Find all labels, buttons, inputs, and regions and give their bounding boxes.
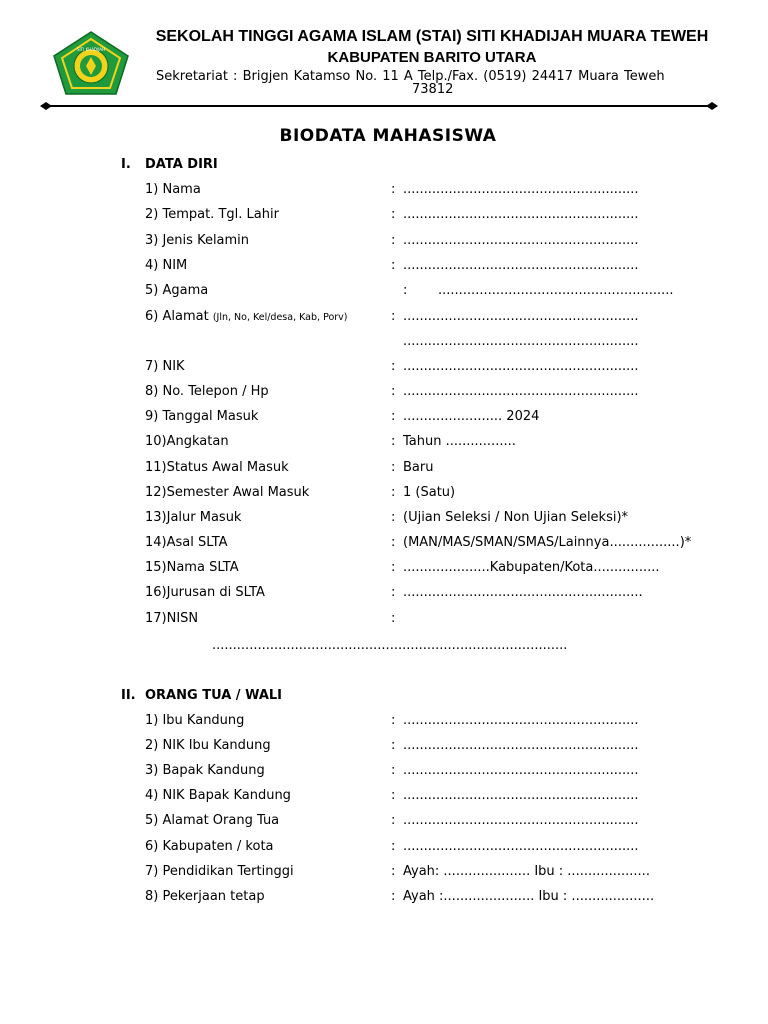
field-label: 3) Jenis Kelamin [145,233,250,248]
field-value: Baru [403,460,434,475]
field-label: 15)Nama SLTA [145,560,239,575]
field-label: 4) NIK Bapak Kandung [145,788,291,803]
field-label: 16)Jurusan di SLTA [145,585,265,600]
field-label: 10)Angkatan [145,434,229,449]
field-value: ......................................................... [403,839,639,854]
colon: : [391,788,396,803]
field-value: .......................................................... [403,585,643,600]
field-value: Tahun ................. [403,434,516,449]
field-label-hint: (Jln, No, Kel/desa, Kab, Porv) [212,312,348,323]
field-value: Ayah: ..................... Ibu : .................... [403,864,650,879]
address-line-1: Sekretariat : Brigjen Katamso No. 11 A Telp./Fax. (0519) 24417 Muara Teweh [156,69,665,84]
colon: : [391,585,396,600]
field-label: 7) Pendidikan Tertinggi [145,864,294,879]
colon: : [391,839,396,854]
field-value: ......................................................... [403,258,639,273]
field-value: ......................................................... [403,309,639,324]
colon: : [391,359,396,374]
colon: : [391,460,396,475]
field-label: 2) Tempat. Tgl. Lahir [145,207,279,222]
field-value: ......................................................... [403,233,639,248]
colon: : [391,713,396,728]
address-line-2: 73812 [412,82,454,97]
colon: : [391,309,396,324]
field-label: 8) Pekerjaan tetap [145,889,265,904]
page-title: BIODATA MAHASISWA [279,126,497,146]
logo-text: SITI KHADIJAH [76,47,106,52]
field-label: 9) Tanggal Masuk [145,409,259,424]
field-value: ......................................................... [403,182,639,197]
section1-heading: DATA DIRI [145,157,218,172]
colon: : [391,889,396,904]
field-value-line2: ......................................................... [403,334,639,349]
field-value: 1 (Satu) [403,485,456,500]
colon: : [391,182,396,197]
colon: : [391,434,396,449]
field-label: 7) NIK [145,359,185,374]
field-value: (Ujian Seleksi / Non Ujian Seleksi)* [403,510,629,525]
colon: : [391,864,396,879]
colon: : [391,485,396,500]
field-label: 8) No. Telepon / Hp [145,384,269,399]
field-value: ......................................................... [403,788,639,803]
colon: : [391,611,396,626]
field-value: ......................................................... [403,359,639,374]
field-label: 1) Nama [145,182,201,197]
field-label: 2) NIK Ibu Kandung [145,738,271,753]
header-divider [40,99,718,113]
colon: : [391,763,396,778]
field-label: 17)NISN [145,611,199,626]
colon: : [391,738,396,753]
field-value: Ayah :...................... Ibu : .................... [403,889,655,904]
field-value: ......................................................... [403,207,639,222]
field-label: 6) Alamat [145,309,209,324]
colon: : [391,409,396,424]
field-value: (MAN/MAS/SMAN/SMAS/Lainnya.................)* [403,535,692,550]
section1-number: I. [121,157,131,172]
field-label: 11)Status Awal Masuk [145,460,289,475]
field-label: 12)Semester Awal Masuk [145,485,310,500]
regency-name: KABUPATEN BARITO UTARA [327,49,537,66]
colon: : [391,560,396,575]
field-label: 13)Jalur Masuk [145,510,242,525]
section2-heading: ORANG TUA / WALI [145,688,283,703]
field-value: ......................................................... [438,283,674,298]
field-value: ........................ 2024 [403,409,540,424]
nisn-fill-line: ...................................................................................... [212,638,568,653]
field-value: ......................................................... [403,813,639,828]
colon: : [391,535,396,550]
field-label: 1) Ibu Kandung [145,713,245,728]
institution-logo-icon [52,30,130,96]
colon: : [391,258,396,273]
colon: : [391,207,396,222]
field-label: 3) Bapak Kandung [145,763,265,778]
field-value: ......................................................... [403,713,639,728]
colon: : [391,510,396,525]
field-value: ......................................................... [403,384,639,399]
field-label: 14)Asal SLTA [145,535,228,550]
field-label: 4) NIM [145,258,188,273]
field-label: 5) Alamat Orang Tua [145,813,280,828]
field-label: 6) Kabupaten / kota [145,839,274,854]
colon: : [391,813,396,828]
field-value: ......................................................... [403,738,639,753]
colon: : [391,384,396,399]
colon: : [403,283,408,298]
institution-name: SEKOLAH TINGGI AGAMA ISLAM (STAI) SITI KHADIJAH MUARA TEWEH [155,28,709,45]
field-label-address [145,309,348,324]
colon: : [391,233,396,248]
field-value: .....................Kabupaten/Kota................ [403,560,660,575]
field-value: ......................................................... [403,763,639,778]
field-label: 5) Agama [145,283,209,298]
section2-number: II. [121,688,136,703]
